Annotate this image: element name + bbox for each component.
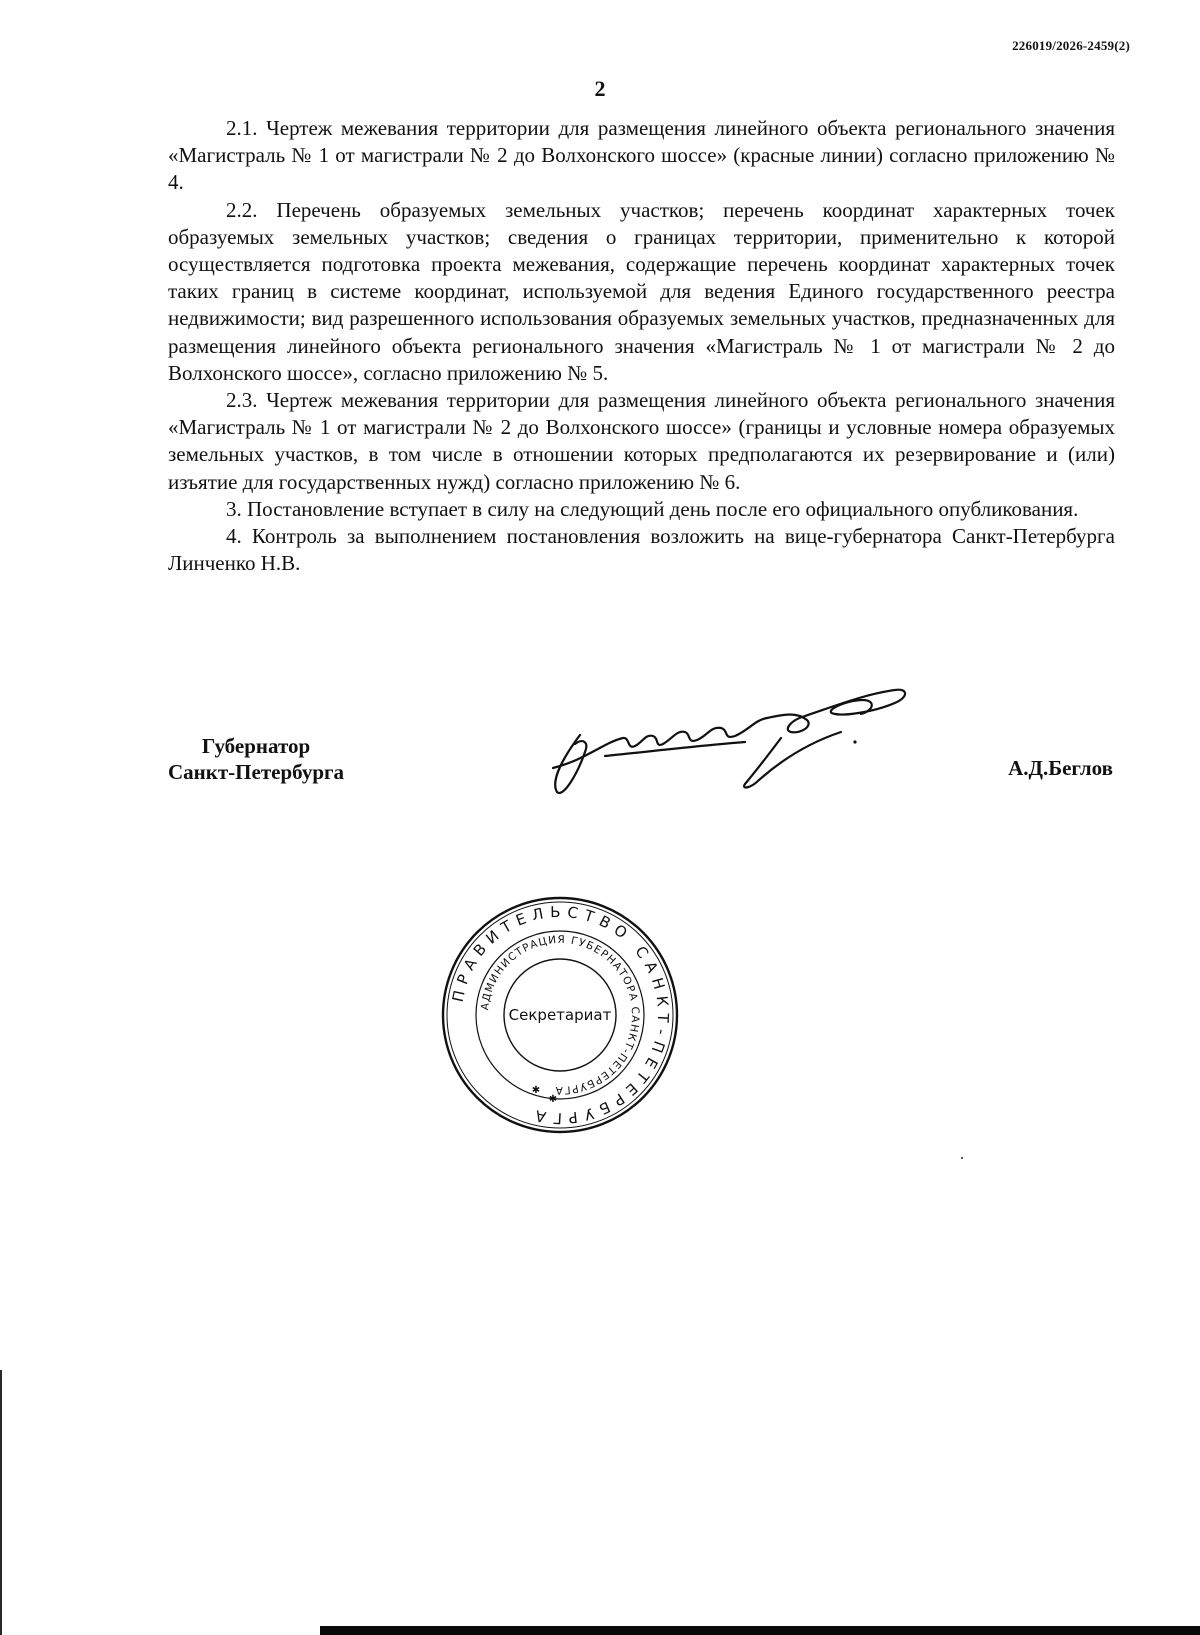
scan-edge-bottom (320, 1626, 1200, 1635)
official-seal (440, 895, 680, 1135)
document-registration-number: 226019/2026-2459(2) (1012, 38, 1130, 53)
paragraph-2-3: 2.3. Чертеж межевания территории для размещения линейного объекта регионального значения «Магистраль № 1 от магистрали № 2 до Волхонского шоссе» (границы и условные номера образуемых земельных участков, в том числе в отношении которых предполагаются их резервирование и (или) изъятие для государственных нужд) согласно приложению № 6. (168, 388, 1115, 494)
handwritten-signature (545, 680, 945, 810)
signatory-title-line1: Губернатор (201, 734, 311, 758)
svg-text:АДМИНИСТРАЦИЯ ГУБЕРНАТОРА САНК: АДМИНИСТРАЦИЯ ГУБЕРНАТОРА САНКТ-ПЕТЕРБУРГА (479, 933, 642, 1097)
paragraph-2-1: 2.1. Чертеж межевания территории для размещения линейного объекта регионального значения «Магистраль № 1 от магистрали № 2 до Волхонского шоссе» (красные линии) согласно приложению № 4. (168, 116, 1115, 195)
signatory-name: А.Д.Беглов (1008, 756, 1113, 780)
scan-speck (961, 1157, 963, 1159)
svg-text:✱: ✱ (548, 1094, 558, 1105)
scan-edge-left (0, 1370, 2, 1635)
signatory-title-line2: Санкт-Петербурга (168, 760, 345, 784)
signatory-title (168, 733, 344, 785)
paragraph-4: 4. Контроль за выполнением постановления возложить на вице-губернатора Санкт-Петербурга Линченко Н.В. (168, 524, 1115, 576)
page-number: 2 (594, 76, 606, 101)
paragraph-3: 3. Постановление вступает в силу на следующий день после его официального опубликования. (226, 496, 1079, 521)
svg-text:✱: ✱ (531, 1085, 541, 1096)
paragraph-2-2: 2.2. Перечень образуемых земельных участков; перечень координат характерных точек образуемых земельных участков; сведения о границах территории, применительно к которой осуществляется подготовка проекта межевания, содержащие перечень координат характерных точек таких границ в системе координат, используемой для ведения Единого государственного реестра недвижимости; вид разрешенного использования образуемых земельных участков, предназначенных для размещения линейного объекта регионального значения «Магистраль № 1 от магистрали № 2 до Волхонского шоссе», согласно приложению № 5. (168, 197, 1115, 385)
svg-text:Секретариат: Секретариат (508, 1006, 612, 1024)
document-body (168, 115, 1115, 577)
svg-text:ПРАВИТЕЛЬСТВО САНКТ-ПЕТЕРБУРГА: ПРАВИТЕЛЬСТВО САНКТ-ПЕТЕРБУРГА (448, 902, 673, 1128)
